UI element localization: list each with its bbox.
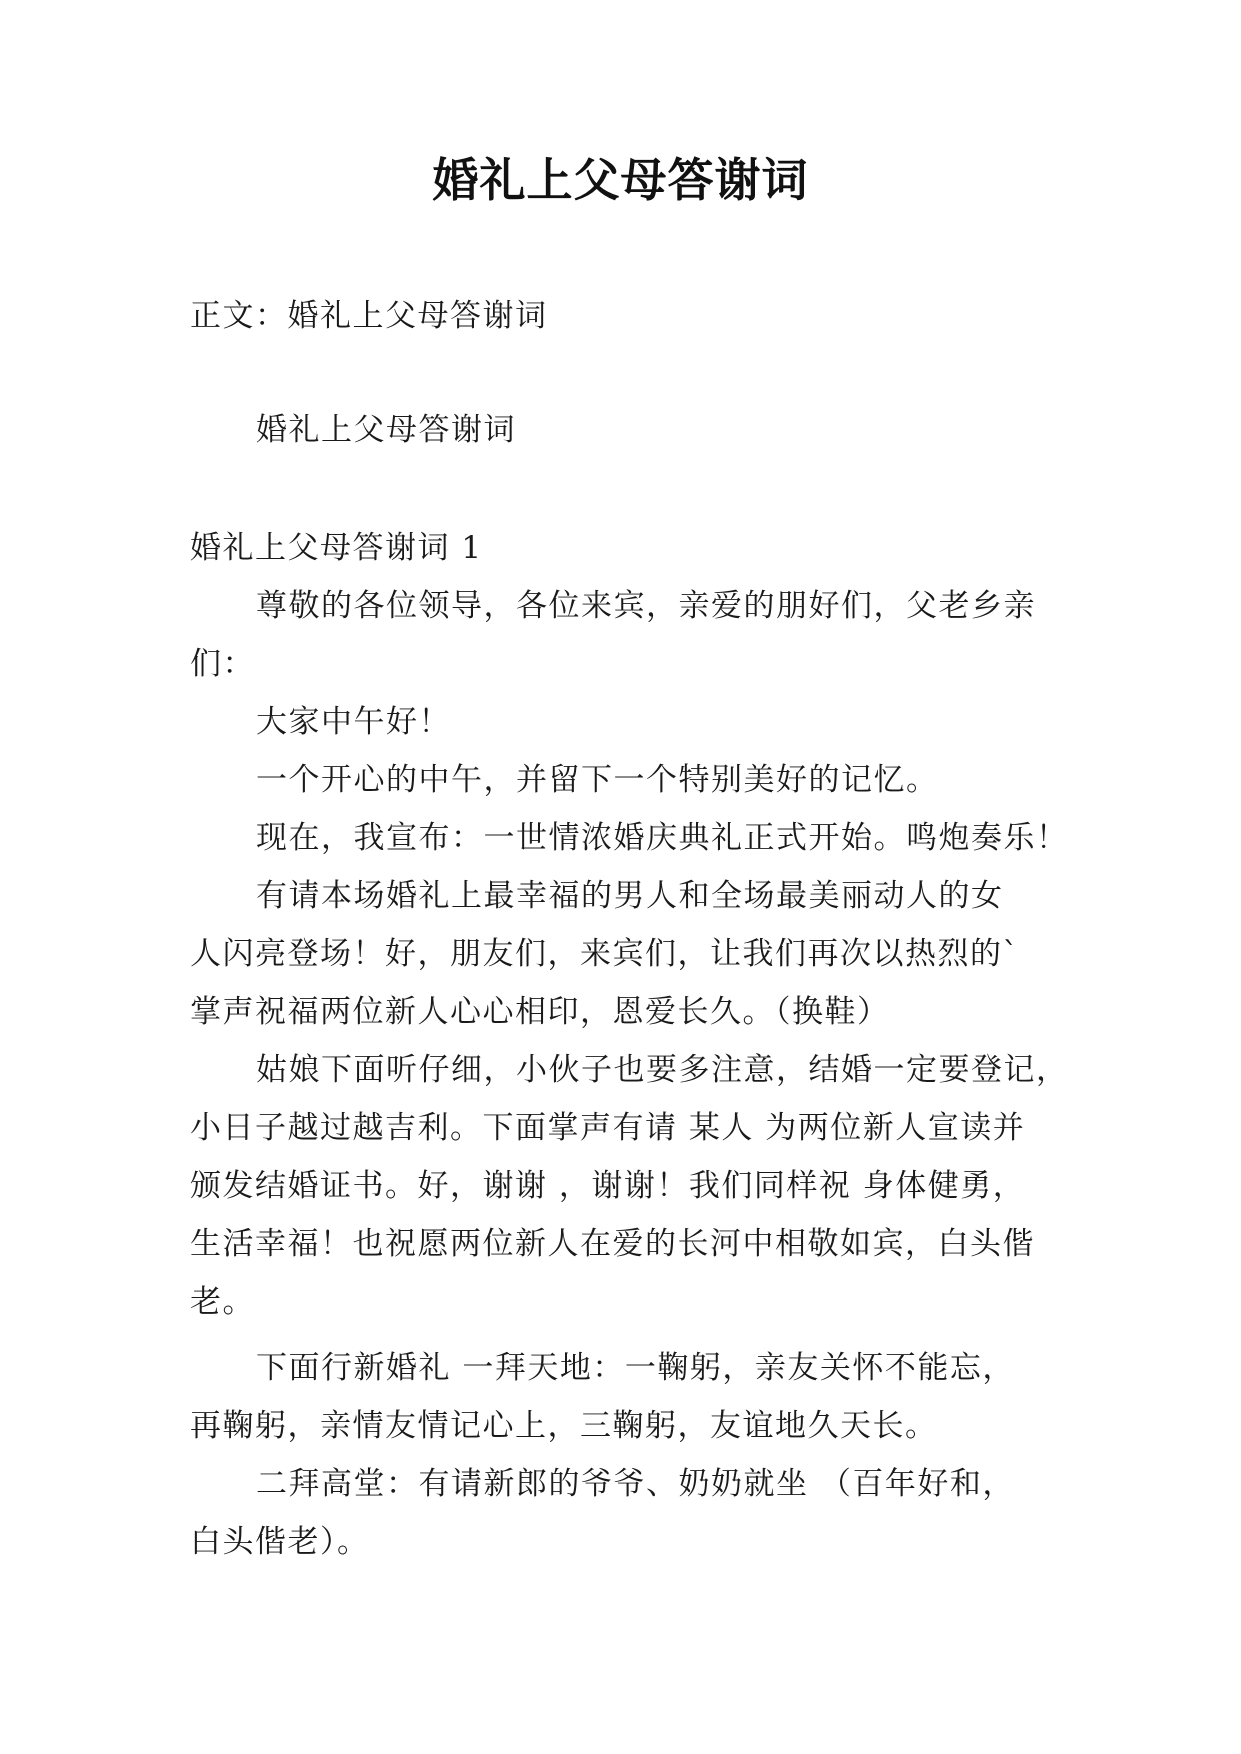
body-line: 现在，我宣布：一世情浓婚庆典礼正式开始。鸣炮奏乐！ [256,820,1069,856]
body-line: 白头偕老）。 [190,1524,370,1560]
body-line: 老。 [190,1284,255,1320]
body-line: 人闪亮登场！好，朋友们，来宾们，让我们再次以热烈的` [190,936,1020,972]
body-line: 大家中午好！ [256,704,451,740]
body-line: 颁发结婚证书。好，谢谢 ，谢谢！我们同样祝 身体健勇， [190,1168,1026,1204]
body-line: 尊敬的各位领导，各位来宾，亲爱的朋好们，父老乡亲 [256,588,1036,624]
body-line: 正文：婚礼上父母答谢词 [190,298,548,334]
body-line: 有请本场婚礼上最幸福的男人和全场最美丽动人的女 [256,878,1004,914]
body-line: 下面行新婚礼 一拜天地：一鞠躬，亲友关怀不能忘， [256,1350,1015,1386]
body-line: 婚礼上父母答谢词 1 [190,530,483,566]
body-line: 再鞠躬，亲情友情记心上，三鞠躬，友谊地久天长。 [190,1408,938,1444]
body-line: 小日子越过越吉利。下面掌声有请 某人 为两位新人宣读并 [190,1110,1026,1146]
body-line: 掌声祝福两位新人心心相印，恩爱长久。（换鞋） [190,994,890,1030]
body-line: 婚礼上父母答谢词 [256,412,516,448]
document-title: 婚礼上父母答谢词 [432,153,809,207]
body-line: 一个开心的中午，并留下一个特别美好的记忆。 [256,762,939,798]
body-line: 二拜高堂：有请新郎的爷爷、奶奶就坐 （百年好和， [256,1466,1015,1502]
body-line: 们： [190,646,255,682]
body-line: 生活幸福！也祝愿两位新人在爱的长河中相敬如宾，白头偕 [190,1226,1035,1262]
body-line: 姑娘下面听仔细，小伙子也要多注意，结婚一定要登记， [256,1052,1069,1088]
